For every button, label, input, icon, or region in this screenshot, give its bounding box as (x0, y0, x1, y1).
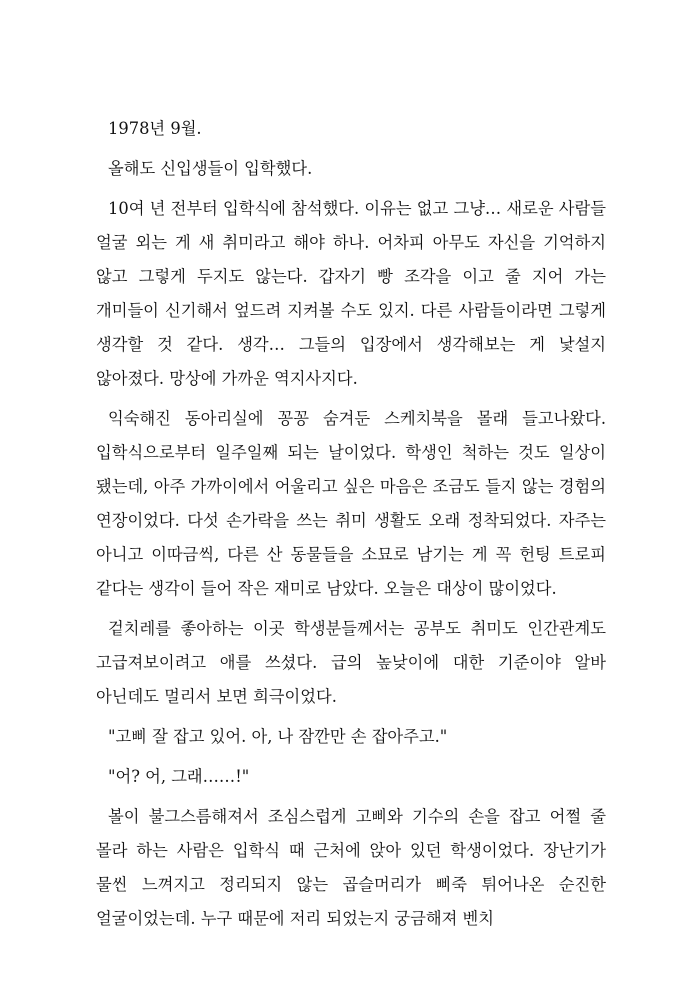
body-text (96, 112, 606, 942)
paragraph: 익숙해진 동아리실에 꽁꽁 숨겨둔 스케치북을 몰래 들고나왔다. 입학식으로부터 일주일째 되는 날이었다. 학생인 척하는 것도 일상이 됐는데, 아주 가까이에서 어울리고 싶은 마음은 조금도 들지 않는 경험의 연장이었다. 다섯 손가락을 쓰는 취미 생활도 오래 정착되었다. 자주는 아니고 이따금씩, 다른 산 동물들을 소묘로 남기는 게 꼭 헌팅 트로피 같다는 생각이 들어 작은 재미로 남았다. 오늘은 대상이 많이었다. (96, 409, 606, 598)
paragraph: 10여 년 전부터 입학식에 참석했다. 이유는 없고 그냥… 새로운 사람들 얼굴 외는 게 새 취미라고 해야 하나. 어차피 아무도 자신을 기억하지 않고 그렇게 두지도 않는다. 갑자기 빵 조각을 이고 줄 지어 가는 개미들이 신기해서 엎드려 지켜볼 수도 있지. 다른 사람들이라면 그렇게 생각할 것 같다. 생각… 그들의 입장에서 생각해보는 게 낯설지 않아졌다. 망상에 가까운 역지사지다. (96, 199, 606, 388)
paragraph: 볼이 불그스름해져서 조심스럽게 고삐와 기수의 손을 잡고 어쩔 줄 몰라 하는 사람은 입학식 때 근처에 앉아 있던 학생이었다. 장난기가 물씬 느껴지고 정리되지 않는 곱슬머리가 삐죽 튀어나온 순진한 얼굴이었는데. 누구 때문에 저리 되었는지 궁금해져 벤치 (96, 807, 606, 928)
date-heading: 1978년 9월. (108, 119, 202, 138)
dialogue-line: "고삐 잘 잡고 있어. 아, 나 잠깐만 손 잡아주고." (108, 727, 448, 746)
paragraph: 겉치레를 좋아하는 이곳 학생분들께서는 공부도 취미도 인간관계도 고급져보이려고 애를 쓰셨다. 급의 높낮이에 대한 기준이야 알바 아닌데도 멀리서 보면 희극이었다. (96, 619, 606, 706)
paragraph: 올해도 신입생들이 입학했다. (108, 159, 313, 178)
dialogue-line: "어? 어, 그래……!" (108, 767, 250, 786)
